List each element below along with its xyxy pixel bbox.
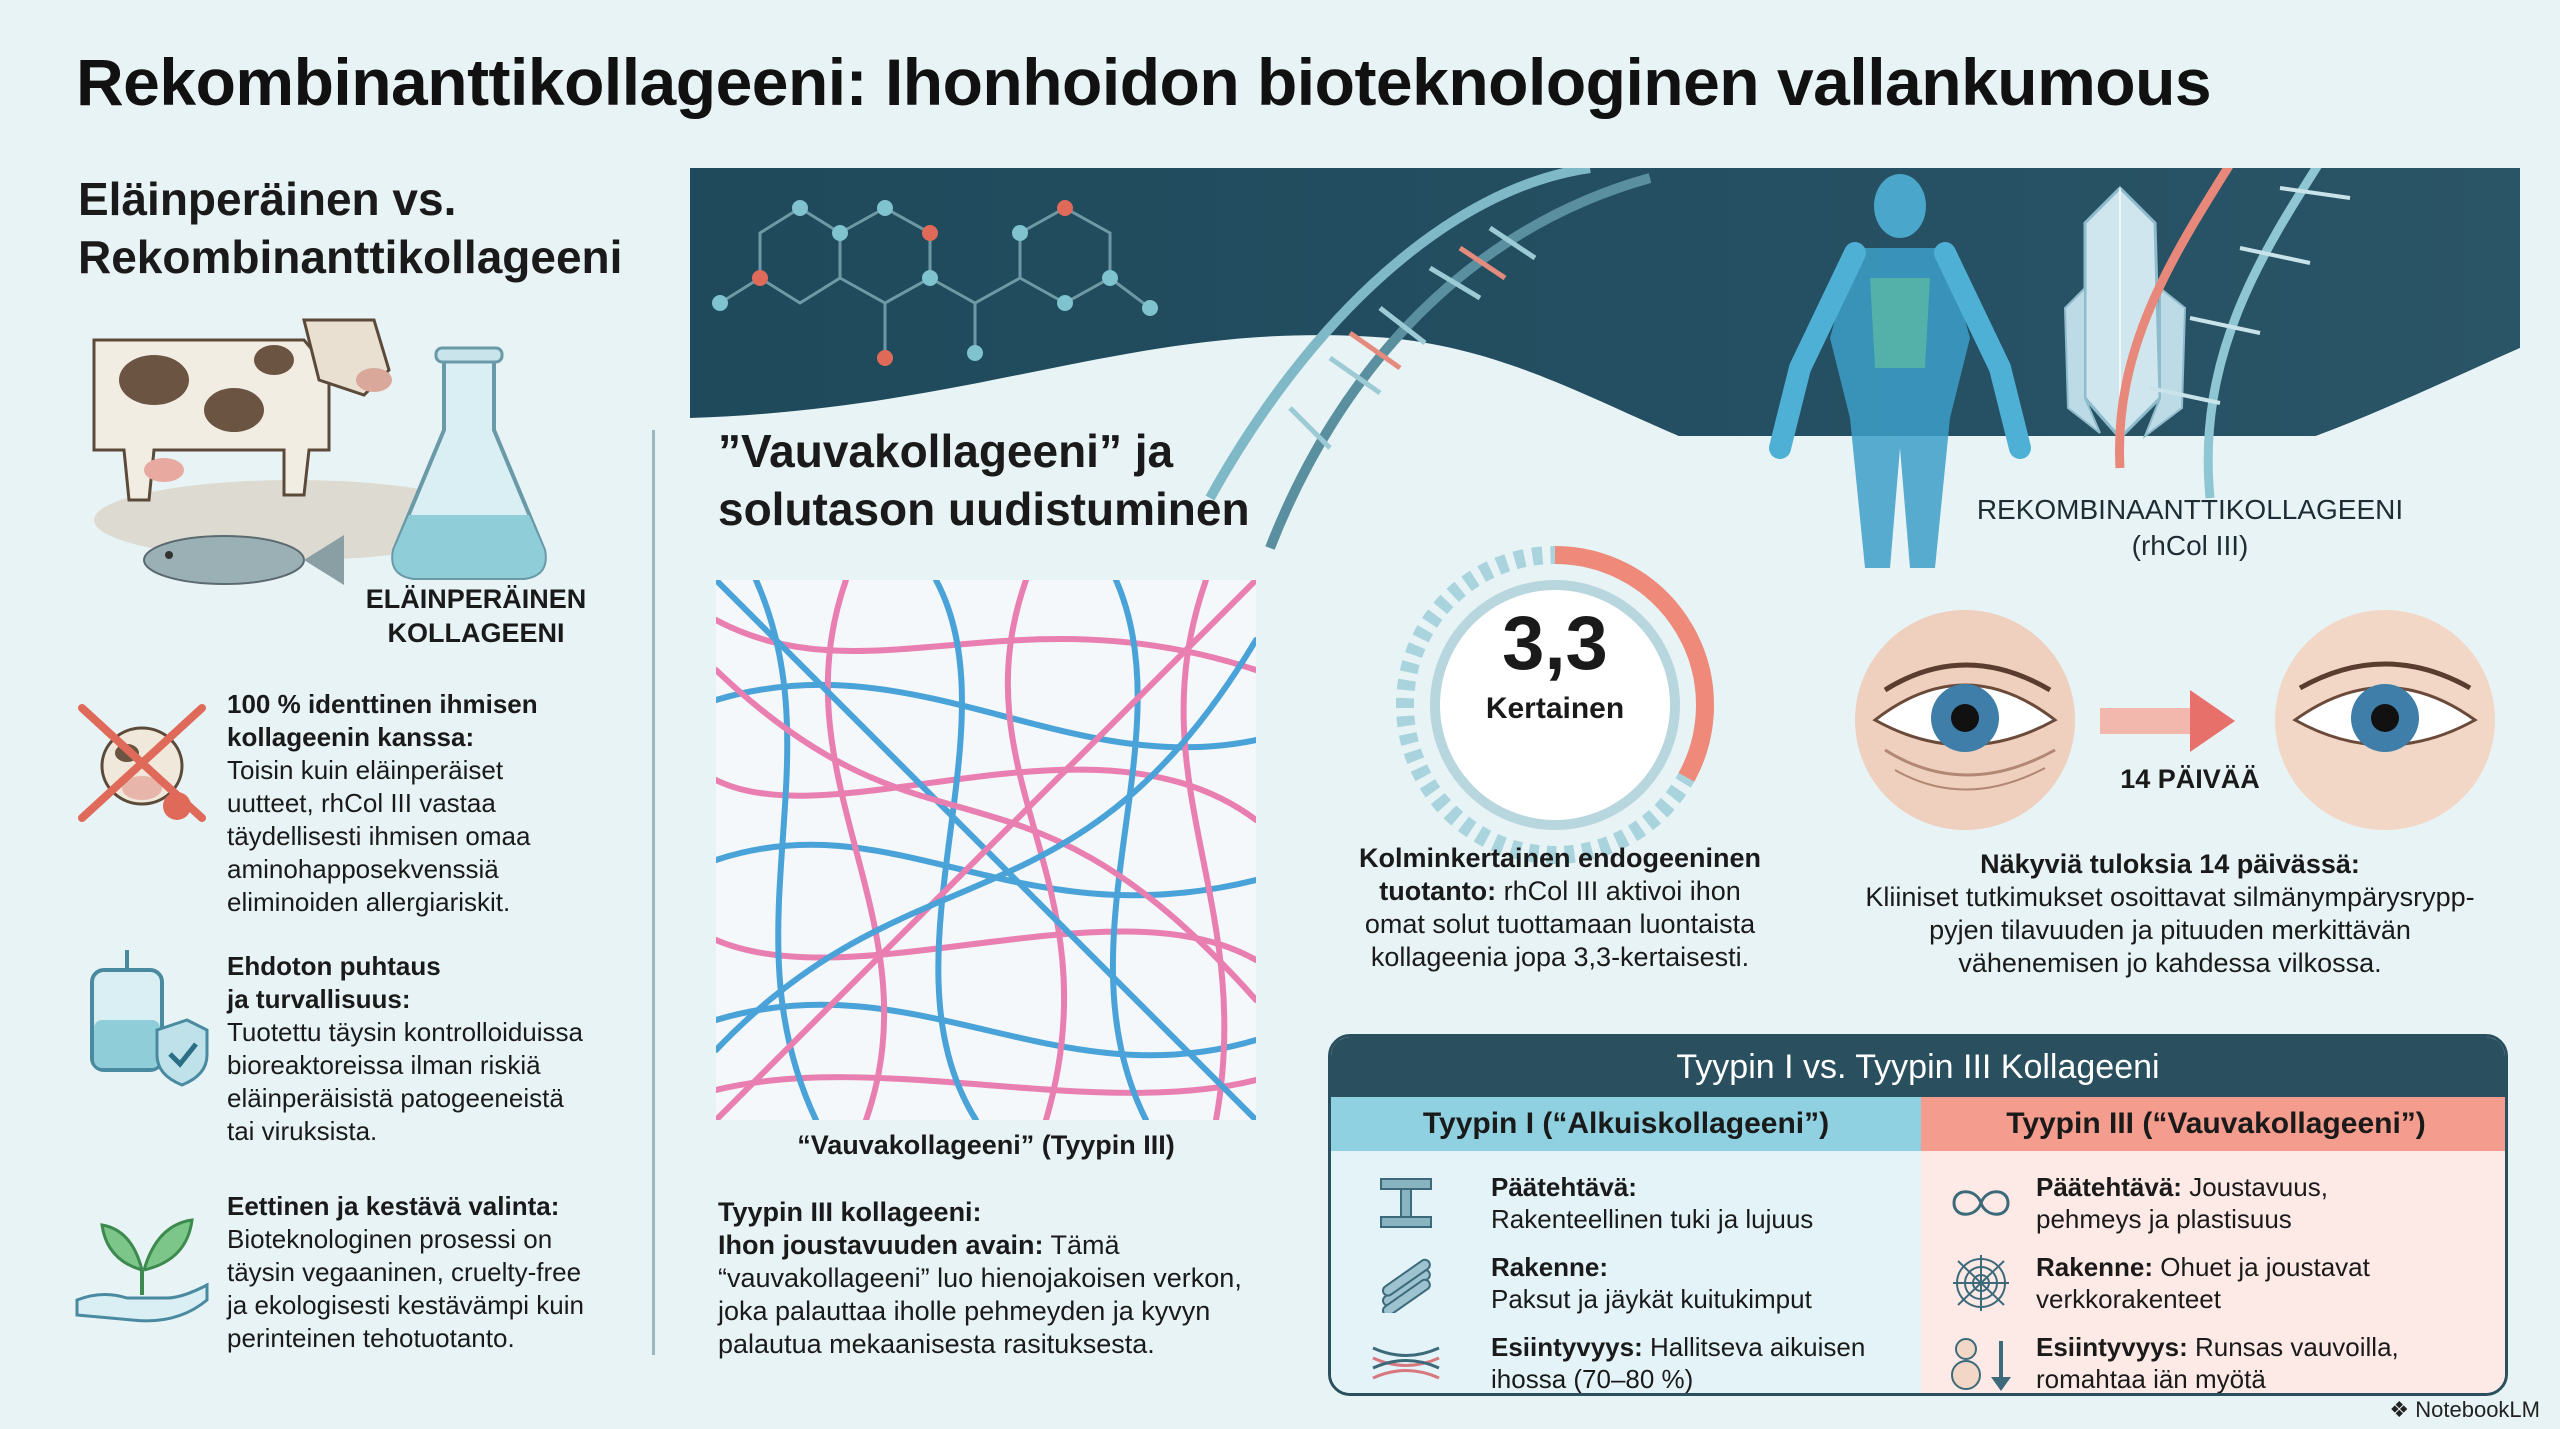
results-description: Näkyviä tuloksia 14 päivässä: Kliiniset tutkimukset osoittavat silmänympärysrypp- pyjen tilavuuden ja pituuden merkittävän vähenemisen jo kahdessa vilkossa. [1865, 849, 2475, 978]
feature-purity: Ehdoton puhtaus ja turvallisuus: Tuotettu täysin kontrolloiduissa bioreaktoreissa ilman riskiä eläinperäisistä patogeeneistä tai viruksista. [72, 950, 632, 1150]
table-row: Esiintyvyys: Runsas vauvoilla, romahtaa iän myötä [1921, 1327, 2508, 1396]
collagen-fiber-network-image [716, 580, 1256, 1120]
eye-after-icon [2275, 610, 2495, 830]
type3-column [1921, 1097, 2508, 1396]
eye-before-after [1855, 610, 2495, 840]
hand-plant-icon [72, 1190, 212, 1330]
cow-icon [94, 320, 392, 500]
i-beam-icon [1371, 1173, 1441, 1233]
type3-header: Tyypin III (“Vauvakollageeni”) [1921, 1097, 2508, 1151]
type3-description: Tyypin III kollageeni: Ihon joustavuuden avain: Tämä “vauvakollageeni” luo hienojakoisen verkon, joka palauttaa iholle pehmeyden ja kyvyn palautua mekaanisesta rasituksesta. [718, 1197, 1242, 1359]
rhcol-label: REKOMBINAANTTIKOLLAGEENI (rhCol III) [1976, 494, 2404, 561]
animal-collagen-label: ELÄINPERÄINEN KOLLAGEENI [365, 584, 587, 648]
table-row: Esiintyvyys: Hallitseva aikuisen ihossa (70–80 %) [1331, 1327, 1921, 1396]
dense-fibers-icon [1371, 1333, 1441, 1393]
stat-unit: Kertainen [1485, 692, 1625, 725]
collagen-comparison-table [1328, 1034, 2508, 1396]
table-row: Rakenne: Paksut ja jäykät kuitukimput [1331, 1247, 1921, 1327]
table-title: Tyypin I vs. Tyypin III Kollageeni [1331, 1037, 2505, 1097]
notebooklm-brand: ❖ NotebookLM [2389, 1397, 2540, 1422]
days-label: 14 PÄIVÄÄ [2120, 764, 2260, 794]
infinity-spring-icon [1946, 1173, 2016, 1233]
crossed-cow-icon [72, 688, 212, 828]
feature-identical: 100 % identtinen ihmisen kollageenin kanssa: Toisin kuin eläinperäiset uutteet, rhCol III vastaa täydellisesti ihmisen omaa aminohapposekvenssiä eliminoiden allergiariskit. [72, 688, 632, 918]
middle-section-heading: ”Vauvakollageeni” ja solutason uudistuminen [718, 425, 1250, 535]
notebooklm-logo-icon: ❖ [2389, 1397, 2410, 1422]
baby-down-arrow-icon [1946, 1333, 2016, 1393]
stat-description: Kolminkertainen endogeeninen tuotanto: rhCol III aktivoi ihon omat solut tuottamaan luontaista kollageenia jopa 3,3-kertaisesti. [1358, 843, 1762, 972]
bioreactor-shield-icon [72, 950, 212, 1090]
column-divider [652, 430, 655, 1355]
fiber-image-caption: “Vauvakollageeni” (Tyypin III) [797, 1130, 1175, 1160]
table-row: Rakenne: Ohuet ja joustavat verkkorakenteet [1921, 1247, 2508, 1327]
web-icon [1946, 1253, 2016, 1313]
page-title: Rekombinanttikollageeni: Ihonhoidon bioteknologinen vallankumous [76, 45, 2212, 119]
feature-ethical: Eettinen ja kestävä valinta: Bioteknologinen prosessi on täysin vegaaninen, cruelty-free ja ekologisesti kestävämpi kuin perinteinen tehotuotanto. [72, 1190, 632, 1370]
flask-icon [393, 348, 545, 578]
left-section-heading: Eläinperäinen vs. Rekombinanttikollageeni [78, 173, 623, 283]
type1-header: Tyypin I (“Alkuiskollageeni”) [1331, 1097, 1921, 1151]
arrow-right-icon [2100, 690, 2235, 752]
table-row: Päätehtävä: Joustavuus, pehmeys ja plastisuus [1921, 1167, 2508, 1247]
fiber-bundle-icon [1371, 1253, 1441, 1313]
eye-before-icon [1855, 610, 2075, 830]
stat-value: 3,3 [1502, 601, 1608, 686]
type1-column [1331, 1097, 1921, 1396]
table-row: Päätehtävä: Rakenteellinen tuki ja lujuus [1331, 1167, 1921, 1247]
animal-collagen-illustration [74, 300, 594, 620]
